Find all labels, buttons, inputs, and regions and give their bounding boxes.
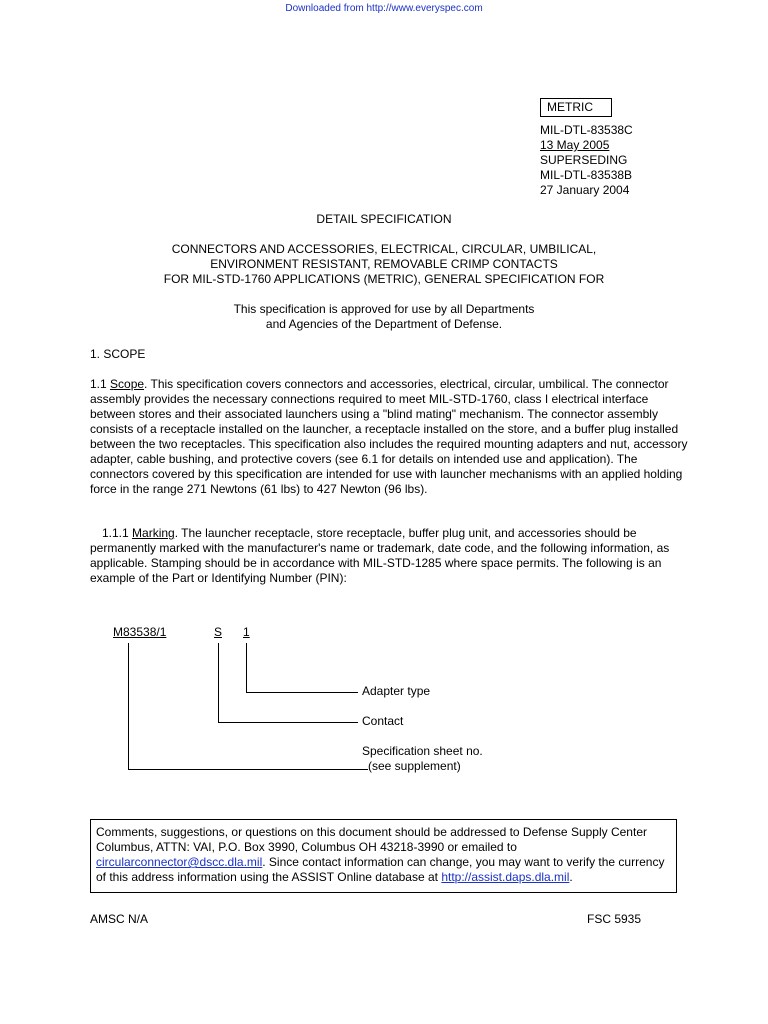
section-heading-scope: 1. SCOPE — [90, 347, 146, 361]
paragraph-1-1 — [90, 377, 690, 497]
label-contact: Contact — [362, 714, 404, 728]
para-title: Marking — [132, 526, 175, 540]
comment-box — [90, 819, 677, 893]
leader-adapter-horizontal — [246, 692, 358, 693]
label-spec-sheet: Specification sheet no. — [362, 744, 483, 758]
metric-box — [540, 98, 612, 117]
spec-type: DETAIL SPECIFICATION — [316, 212, 452, 226]
comment-text-1: Comments, suggestions, or questions on this document should be addressed to Defense Supply Center Columbus, ATTN: VAI, P.O. Box 3990, Columbus OH 43218-3990 or emailed to — [96, 825, 647, 854]
title-line-1: CONNECTORS AND ACCESSORIES, ELECTRICAL, CIRCULAR, UMBILICAL, — [171, 242, 597, 256]
doc-number: MIL-DTL-83538C — [540, 123, 633, 137]
paragraph-1-1-1 — [90, 526, 690, 586]
assist-link[interactable]: http://assist.daps.dla.mil — [441, 870, 570, 884]
superseding-label: SUPERSEDING — [540, 153, 628, 167]
label-supplement: (see supplement) — [368, 759, 461, 773]
leader-contact-horizontal — [218, 722, 358, 723]
pin-part-contact: S — [214, 625, 223, 639]
leader-adapter-vertical — [246, 643, 247, 693]
title-line-2: ENVIRONMENT RESISTANT, REMOVABLE CRIMP CONTACTS — [210, 257, 558, 271]
metric-label: METRIC — [547, 100, 593, 114]
comment-text-2: . Since contact information can change, you may want to verify the currency of this address information using the ASSIST Online database at — [96, 855, 665, 884]
approval-line-2: and Agencies of the Department of Defense. — [265, 317, 503, 331]
pin-part-adapter: 1 — [243, 625, 250, 639]
para-text: . The launcher receptacle, store receptacle, buffer plug unit, and accessories should be permanently marked with the manufacturer's name or trademark, date code, and the following information, as applicable. Stamping should be in accordance with MIL-STD-1285 where space permits. The following is an example of the Part or Identifying Number (PIN): — [90, 526, 670, 585]
comment-text-3: . — [569, 870, 573, 884]
leader-spec-horizontal — [128, 769, 368, 770]
para-number: 1.1 — [90, 377, 111, 391]
label-adapter-type: Adapter type — [362, 684, 431, 698]
para-title: Scope — [110, 377, 145, 391]
doc-date: 13 May 2005 — [540, 138, 610, 152]
leader-contact-vertical — [218, 643, 219, 723]
title-line-3: FOR MIL-STD-1760 APPLICATIONS (METRIC), GENERAL SPECIFICATION FOR — [163, 272, 605, 286]
pin-part-spec: M83538/1 — [113, 625, 167, 639]
leader-spec-vertical — [128, 643, 129, 770]
superseded-date: 27 January 2004 — [540, 183, 630, 197]
approval-line-1: This specification is approved for use by all Departments — [233, 302, 535, 316]
fsc-label: FSC 5935 — [587, 912, 642, 926]
superseded-number: MIL-DTL-83538B — [540, 168, 633, 182]
para-text: . This specification covers connectors and accessories, electrical, circular, umbilical. The connector assembly provides the necessary connections required to meet MIL-STD-1760, class I electrical interface between stores and their associated launchers using a "blind mating" mechanism. The connector assembly consists of a receptacle installed on the launcher, a receptacle installed on the store, and a buffer plug installed between the two receptacles. This specification also includes the required mounting adapters and nut, accessory adapter, cable bushing, and protective covers (see 6.1 for details on intended use and application). The connectors covered by this specification are intended for use with launcher mechanisms with an applied holding force in the range 271 Newtons (61 lbs) to 427 Newton (96 lbs). — [90, 377, 688, 496]
para-number: 1.1.1 — [102, 526, 133, 540]
download-link[interactable]: Downloaded from http://www.everyspec.com — [285, 3, 483, 14]
amsc-label: AMSC N/A — [90, 912, 149, 926]
email-link[interactable]: circularconnector@dscc.dla.mil — [96, 855, 263, 869]
